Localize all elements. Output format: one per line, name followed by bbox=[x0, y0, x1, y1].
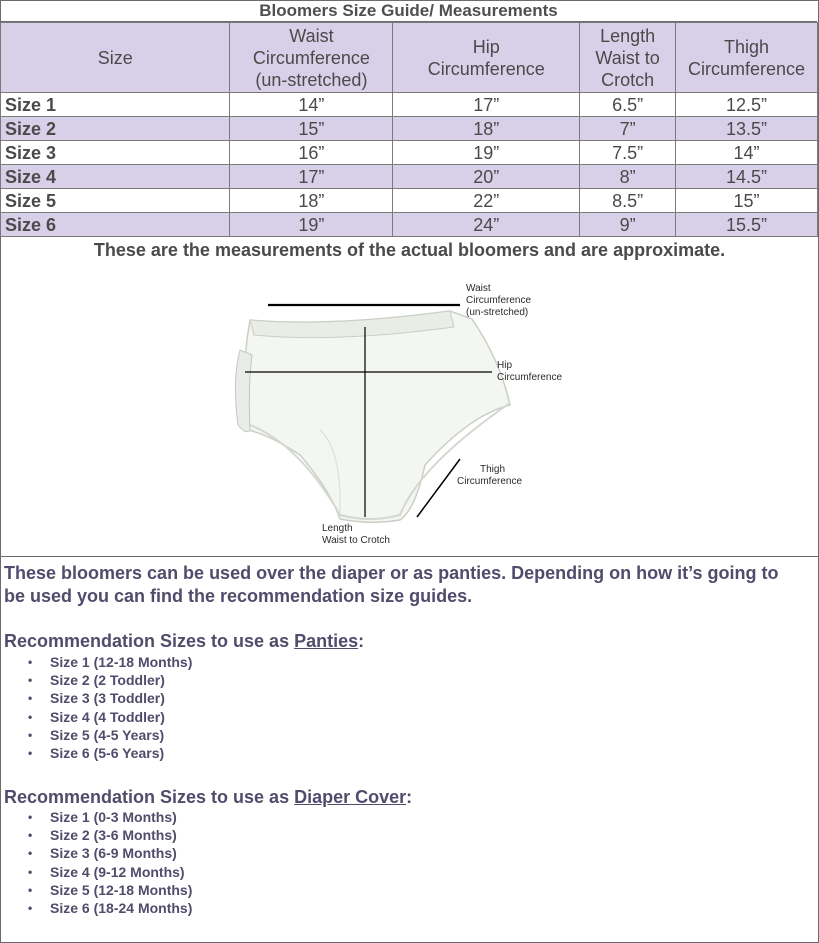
panties-size-list bbox=[28, 653, 192, 762]
row-size: Size 5 bbox=[1, 189, 230, 213]
list-item: • Size 6 (18-24 Months) bbox=[28, 899, 192, 917]
panties-heading: Recommendation Sizes to use as Panties: bbox=[4, 631, 365, 651]
list-item: • Size 3 (6-9 Months) bbox=[28, 844, 192, 862]
table-row bbox=[1, 117, 818, 141]
list-item: • Size 3 (3 Toddler) bbox=[28, 689, 192, 707]
cell-thigh: 15.5” bbox=[676, 213, 818, 237]
bloomers-illustration bbox=[235, 311, 510, 522]
section-divider bbox=[0, 556, 819, 557]
cell-length: 6.5” bbox=[580, 93, 676, 117]
panties-link: Panties bbox=[294, 631, 359, 651]
cell-length: 8.5” bbox=[580, 189, 676, 213]
cell-hip: 18” bbox=[393, 117, 580, 141]
cell-waist: 16” bbox=[230, 141, 393, 165]
cell-hip: 20” bbox=[393, 165, 580, 189]
header-waist: Waist Circumference (un-stretched) bbox=[230, 23, 393, 93]
measurement-note: These are the measurements of the actual bloomers and are approximate. bbox=[93, 240, 726, 260]
list-item: • Size 1 (0-3 Months) bbox=[28, 808, 192, 826]
cell-hip: 19” bbox=[393, 141, 580, 165]
cell-length: 9” bbox=[580, 213, 676, 237]
list-item: • Size 2 (3-6 Months) bbox=[28, 826, 192, 844]
cell-waist: 18” bbox=[230, 189, 393, 213]
table-row bbox=[1, 213, 818, 237]
list-item: • Size 4 (4 Toddler) bbox=[28, 708, 192, 726]
list-item: • Size 1 (12-18 Months) bbox=[28, 653, 192, 671]
cell-thigh: 14” bbox=[676, 141, 818, 165]
cell-hip: 17” bbox=[393, 93, 580, 117]
row-size: Size 4 bbox=[1, 165, 230, 189]
row-size: Size 6 bbox=[1, 213, 230, 237]
list-item: • Size 4 (9-12 Months) bbox=[28, 863, 192, 881]
header-hip: Hip Circumference bbox=[393, 23, 580, 93]
table-row bbox=[1, 141, 818, 165]
table-row bbox=[1, 165, 818, 189]
row-size: Size 1 bbox=[1, 93, 230, 117]
intro-text: These bloomers can be used over the diaper or as panties. Depending on how it’s going to be used you can find the recommendation size guides. bbox=[4, 563, 779, 606]
cell-waist: 19” bbox=[230, 213, 393, 237]
cell-waist: 17” bbox=[230, 165, 393, 189]
size-table bbox=[0, 22, 818, 237]
header-thigh: Thigh Circumference bbox=[676, 23, 818, 93]
list-item: • Size 5 (4-5 Years) bbox=[28, 726, 192, 744]
row-size: Size 3 bbox=[1, 141, 230, 165]
list-item: • Size 6 (5-6 Years) bbox=[28, 744, 192, 762]
thigh-label: Thigh Circumference bbox=[457, 464, 523, 487]
cell-thigh: 13.5” bbox=[676, 117, 818, 141]
diaper-cover-heading: Recommendation Sizes to use as Diaper Cover: bbox=[4, 787, 413, 807]
cell-thigh: 12.5” bbox=[676, 93, 818, 117]
row-size: Size 2 bbox=[1, 117, 230, 141]
list-item: • Size 5 (12-18 Months) bbox=[28, 881, 192, 899]
header-length: Length Waist to Crotch bbox=[580, 23, 676, 93]
header-size: Size bbox=[1, 23, 230, 93]
cell-length: 8” bbox=[580, 165, 676, 189]
table-row bbox=[1, 93, 818, 117]
table-row bbox=[1, 189, 818, 213]
waist-label: Waist Circumference (un-stretched) bbox=[466, 283, 532, 318]
bloomers-measurement-diagram bbox=[210, 275, 590, 550]
diaper-cover-size-list bbox=[28, 808, 192, 917]
cell-thigh: 14.5” bbox=[676, 165, 818, 189]
diaper-cover-link: Diaper Cover bbox=[294, 787, 407, 807]
cell-waist: 15” bbox=[230, 117, 393, 141]
cell-waist: 14” bbox=[230, 93, 393, 117]
table-header-row bbox=[1, 23, 818, 93]
cell-length: 7” bbox=[580, 117, 676, 141]
cell-hip: 24” bbox=[393, 213, 580, 237]
hip-label: Hip Circumference bbox=[497, 360, 563, 383]
length-label: Length Waist to Crotch bbox=[322, 523, 390, 546]
cell-thigh: 15” bbox=[676, 189, 818, 213]
list-item: • Size 2 (2 Toddler) bbox=[28, 671, 192, 689]
cell-length: 7.5” bbox=[580, 141, 676, 165]
page-title: Bloomers Size Guide/ Measurements bbox=[0, 0, 817, 22]
cell-hip: 22” bbox=[393, 189, 580, 213]
